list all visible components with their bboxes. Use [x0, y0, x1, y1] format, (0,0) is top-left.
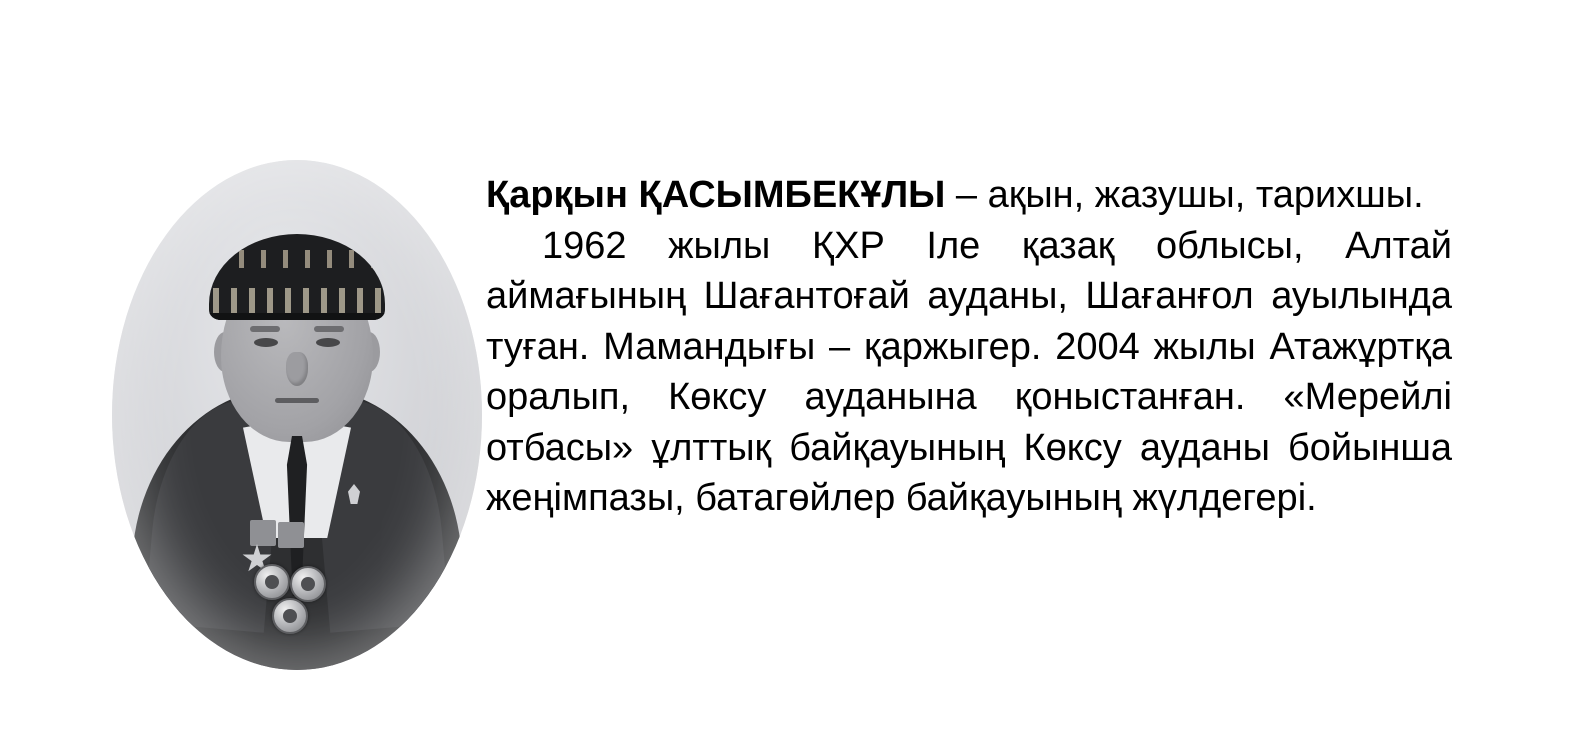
mouth-shape [275, 398, 319, 403]
cap-rim [209, 313, 385, 320]
biography-text-column [486, 170, 1452, 524]
nose-shape [286, 352, 308, 386]
bio-body-paragraph: 1962 жылы ҚХР Іле қазақ облысы, Алтай аймағының Шағантоғай ауданы, Шағанғол ауылында туған. Мамандығы – қаржыгер. 2004 жылы Атажұртқа оралып, Көксу ауданына қоныстанған. «Мерейлі отбасы» ұлттық байқауының Көксу ауданы бойынша жеңімпазы, батагөйлер байқауының жүлдегері. [486, 224, 1452, 520]
embroidered-skullcap-shape [209, 234, 385, 320]
eye-right-shape [316, 338, 340, 347]
cap-ornament-lower [209, 288, 385, 314]
person-role: – ақын, жазушы, тарихшы. [945, 174, 1424, 216]
person-name: Қарқын ҚАСЫМБЕКҰЛЫ [486, 174, 946, 216]
portrait-figure [112, 160, 482, 670]
medal-round-1 [254, 564, 290, 600]
medal-ribbon-1 [250, 520, 276, 546]
eye-left-shape [254, 338, 278, 347]
medal-round-3 [272, 598, 308, 634]
eyebrow-right-shape [314, 326, 344, 332]
portrait-photo [112, 160, 482, 670]
eyebrow-left-shape [250, 326, 280, 332]
medal-ribbon-2 [278, 522, 304, 548]
medal-round-2 [290, 566, 326, 602]
cap-ornament-upper [209, 250, 385, 268]
bio-lead-paragraph [486, 170, 1452, 221]
medals-group [224, 520, 334, 640]
